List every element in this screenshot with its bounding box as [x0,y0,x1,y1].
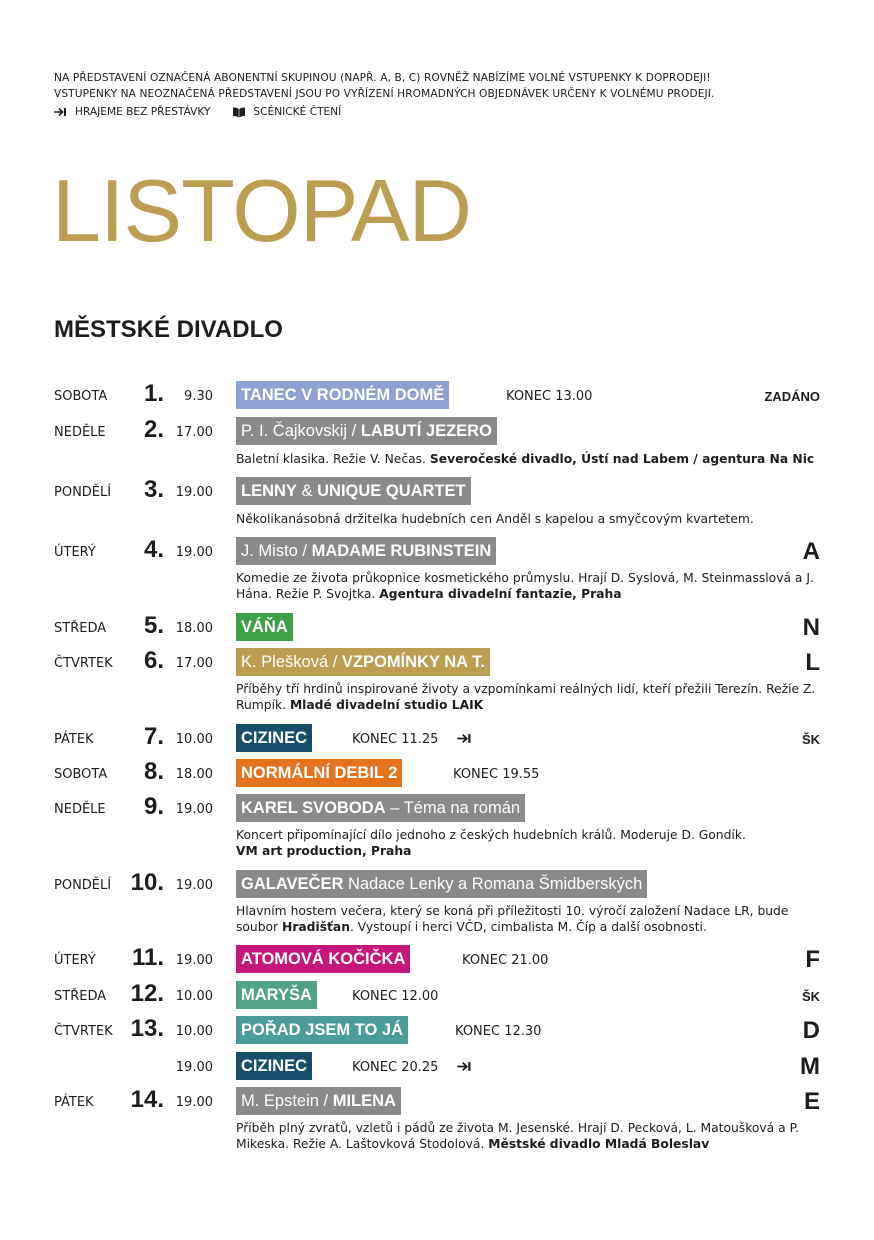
event-day: SOBOTA [54,389,108,404]
event-title: POŘAD JSEM TO JÁ [241,1021,403,1039]
event-subtitle: – Téma na román [385,799,521,817]
event-author: K. Plešková / [241,653,342,671]
event-row [0,648,874,676]
event-title-box[interactable] [236,537,496,565]
description-text: Příběhy tří hrdinů inspirované životy a vzpomínkami reálných lidí, kteří přežili Terezín. Režie Z. Rumpík. [236,682,816,712]
description-producer: Mladé divadelní studio LAIK [289,698,484,712]
event-title-box[interactable] [236,1087,401,1115]
event-title: NORMÁLNÍ DEBIL 2 [241,764,398,782]
event-time: 19.00 [175,1095,213,1110]
event-date: 9. [143,793,164,820]
event-subtitle: Nadace Lenky a Romana Šmidberských [343,875,643,893]
event-end-time: KONEC 20.25 [352,1060,439,1075]
event-title-box[interactable] [236,794,525,822]
event-row [0,1087,874,1115]
event-date: 2. [143,416,164,443]
event-time: 19.00 [175,545,213,560]
event-title-box[interactable] [236,945,410,973]
event-row [0,477,874,505]
event-date: 14. [130,1086,164,1113]
event-date: 1. [143,380,164,407]
event-title: KAREL SVOBODA [241,799,386,817]
event-group: L [805,649,820,676]
event-day: NEDĚLE [54,425,106,440]
event-title-box[interactable] [236,724,312,752]
book-icon [232,106,246,118]
event-title: CIZINEC [241,729,307,747]
no-break-icon [457,1061,473,1072]
event-author: P. I. Čajkovskij / [241,422,361,440]
event-title-box[interactable] [236,477,471,505]
description-text-2: . Vystoupí i herci VČD, cimbalista M. Číp a další osobnosti. [349,920,707,934]
description-producer: Městské divadlo Mladá Boleslav [488,1137,710,1151]
event-title-box[interactable] [236,381,449,409]
event-day: SOBOTA [54,767,108,782]
event-row [0,759,874,787]
month-title: LISTOPAD [52,161,472,260]
event-title-box[interactable] [236,870,647,898]
event-description [236,903,826,935]
event-title-box[interactable] [236,981,317,1009]
event-title: ATOMOVÁ KOČIČKA [241,950,406,968]
legend [54,106,363,118]
event-time: 10.00 [175,989,213,1004]
description-producer: Agentura divadelní fantazie, Praha [379,587,622,601]
event-date: 11. [131,944,164,971]
no-break-icon [457,733,473,744]
event-title: CIZINEC [241,1057,307,1075]
event-time: 10.00 [175,1024,213,1039]
event-title: MADAME RUBINSTEIN [311,542,492,560]
event-time: 18.00 [175,621,213,636]
event-title: VÁŇA [241,618,288,636]
event-title-amp: & [296,482,318,500]
notice-line-2: VSTUPENKY NA NEOZNAČENÁ PŘEDSTAVENÍ JSOU PO VYŘÍZENÍ HROMADNÝCH OBJEDNÁVEK URČENY K VOLNÉMU PRODEJI. [54,88,715,100]
event-row [0,794,874,822]
legend-reading-label: SCÉNICKÉ ČTENÍ [253,106,342,118]
event-title-box[interactable] [236,648,490,676]
description-text: Příběh plný zvratů, vzletů i pádů ze života M. Jesenské. Hrají D. Pecková, L. Matoušková a P. Mikeska. Režie A. Laštovková Stodolová. [236,1121,799,1151]
legend-no-break-label: HRAJEME BEZ PŘESTÁVKY [75,106,211,118]
event-day: STŘEDA [54,621,107,636]
event-day: ÚTERÝ [54,545,96,560]
event-day: PONDĚLÍ [54,878,112,893]
event-date: 4. [143,536,164,563]
event-title: TANEC V RODNÉM DOMĚ [241,386,445,404]
event-title-2: UNIQUE QUARTET [317,482,466,500]
event-row [0,417,874,445]
event-end-time: KONEC 13.00 [506,389,593,404]
event-row [0,981,874,1009]
description-producer: VM art production, Praha [236,844,412,858]
event-time: 18.00 [175,767,213,782]
event-time: 19.00 [175,1060,213,1075]
event-time: 19.00 [175,485,213,500]
event-author: J. Misto / [241,542,312,560]
event-day: PÁTEK [54,732,94,747]
event-end-time: KONEC 19.55 [453,767,540,782]
event-date: 3. [143,476,164,503]
event-title-box[interactable] [236,613,293,641]
event-title-box[interactable] [236,1052,312,1080]
event-row [0,381,874,409]
event-title: MARYŠA [241,986,312,1004]
legend-no-break [54,106,210,118]
event-row [0,613,874,641]
event-group: ŠK [801,732,820,747]
event-title: MILENA [332,1092,396,1110]
event-description [236,451,826,467]
event-description [236,511,826,527]
event-group: F [805,946,820,973]
event-row [0,1016,874,1044]
event-time: 10.00 [175,732,213,747]
description-text: Baletní klasika. Režie V. Nečas. [236,452,430,466]
event-group: D [802,1017,820,1044]
event-date: 7. [143,723,164,750]
description-text: Hlavním hostem večera, který se koná při příležitosti 10. výročí založení Nadace LR, bude soubor [236,904,789,934]
event-end-time: KONEC 21.00 [462,953,549,968]
no-break-icon [54,107,68,117]
event-title: LABUTÍ JEZERO [360,422,492,440]
event-author: M. Epstein / [241,1092,333,1110]
event-description [236,827,826,859]
event-group: ŠK [801,989,820,1004]
event-title: GALAVEČER [241,875,344,893]
event-day: ČTVRTEK [54,656,113,671]
notice-line-1: NA PŘEDSTAVENÍ OZNAČENÁ ABONENTNÍ SKUPINOU (NAPŘ. A, B, C) ROVNĚŽ NABÍZÍME VOLNÉ VSTUPENKY K DOPRODEJI! [54,72,711,84]
event-time: 19.00 [175,802,213,817]
event-row [0,870,874,898]
event-date: 10. [130,869,164,896]
event-row [0,724,874,752]
event-description [236,1120,826,1152]
event-title-box[interactable] [236,759,402,787]
event-title: VZPOMÍNKY NA T. [341,653,485,671]
event-group: ZADÁNO [764,389,820,404]
description-highlight: Hradišťan [282,920,350,934]
event-group: E [803,1088,820,1115]
description-text: Několikanásobná držitelka hudebních cen Anděl s kapelou a smyčcovým kvartetem. [236,512,754,526]
event-time: 19.00 [175,953,213,968]
legend-reading [232,106,341,118]
event-description [236,681,826,713]
description-producer: Severočeské divadlo, Ústí nad Labem / agentura Na Nic [429,452,815,466]
event-end-time: KONEC 11.25 [352,732,439,747]
event-end-time: KONEC 12.30 [455,1024,542,1039]
event-time: 17.00 [175,656,213,671]
event-day: ČTVRTEK [54,1024,113,1039]
event-title-box[interactable] [236,1016,408,1044]
event-date: 6. [143,647,164,674]
event-row [0,945,874,973]
event-time: 9.30 [184,389,213,404]
description-text: Koncert připomínající dílo jednoho z českých hudebních králů. Moderuje D. Gondík. [236,828,746,842]
event-date: 13. [130,1015,164,1042]
event-date: 8. [143,758,164,785]
event-day: PÁTEK [54,1095,94,1110]
event-date: 12. [130,980,164,1007]
event-group: A [802,538,820,565]
event-row [0,1052,874,1080]
event-day: NEDĚLE [54,802,106,817]
event-day: ÚTERÝ [54,953,96,968]
event-day: STŘEDA [54,989,107,1004]
subscription-notice [54,70,714,102]
event-description [236,570,826,602]
event-row [0,537,874,565]
event-group: M [800,1053,820,1080]
description-text: Komedie ze života průkopnice kosmetického průmyslu. Hrají D. Syslová, M. Steinmasslová a J. Hána. Režie P. Svojtka. [236,571,814,601]
event-time: 19.00 [175,878,213,893]
event-day: PONDĚLÍ [54,485,112,500]
event-date: 5. [143,612,164,639]
event-group: N [802,614,820,641]
event-title-box[interactable] [236,417,497,445]
event-end-time: KONEC 12.00 [352,989,439,1004]
event-title: LENNY [241,482,297,500]
event-time: 17.00 [175,425,213,440]
venue-title: MĚSTSKÉ DIVADLO [54,316,283,343]
